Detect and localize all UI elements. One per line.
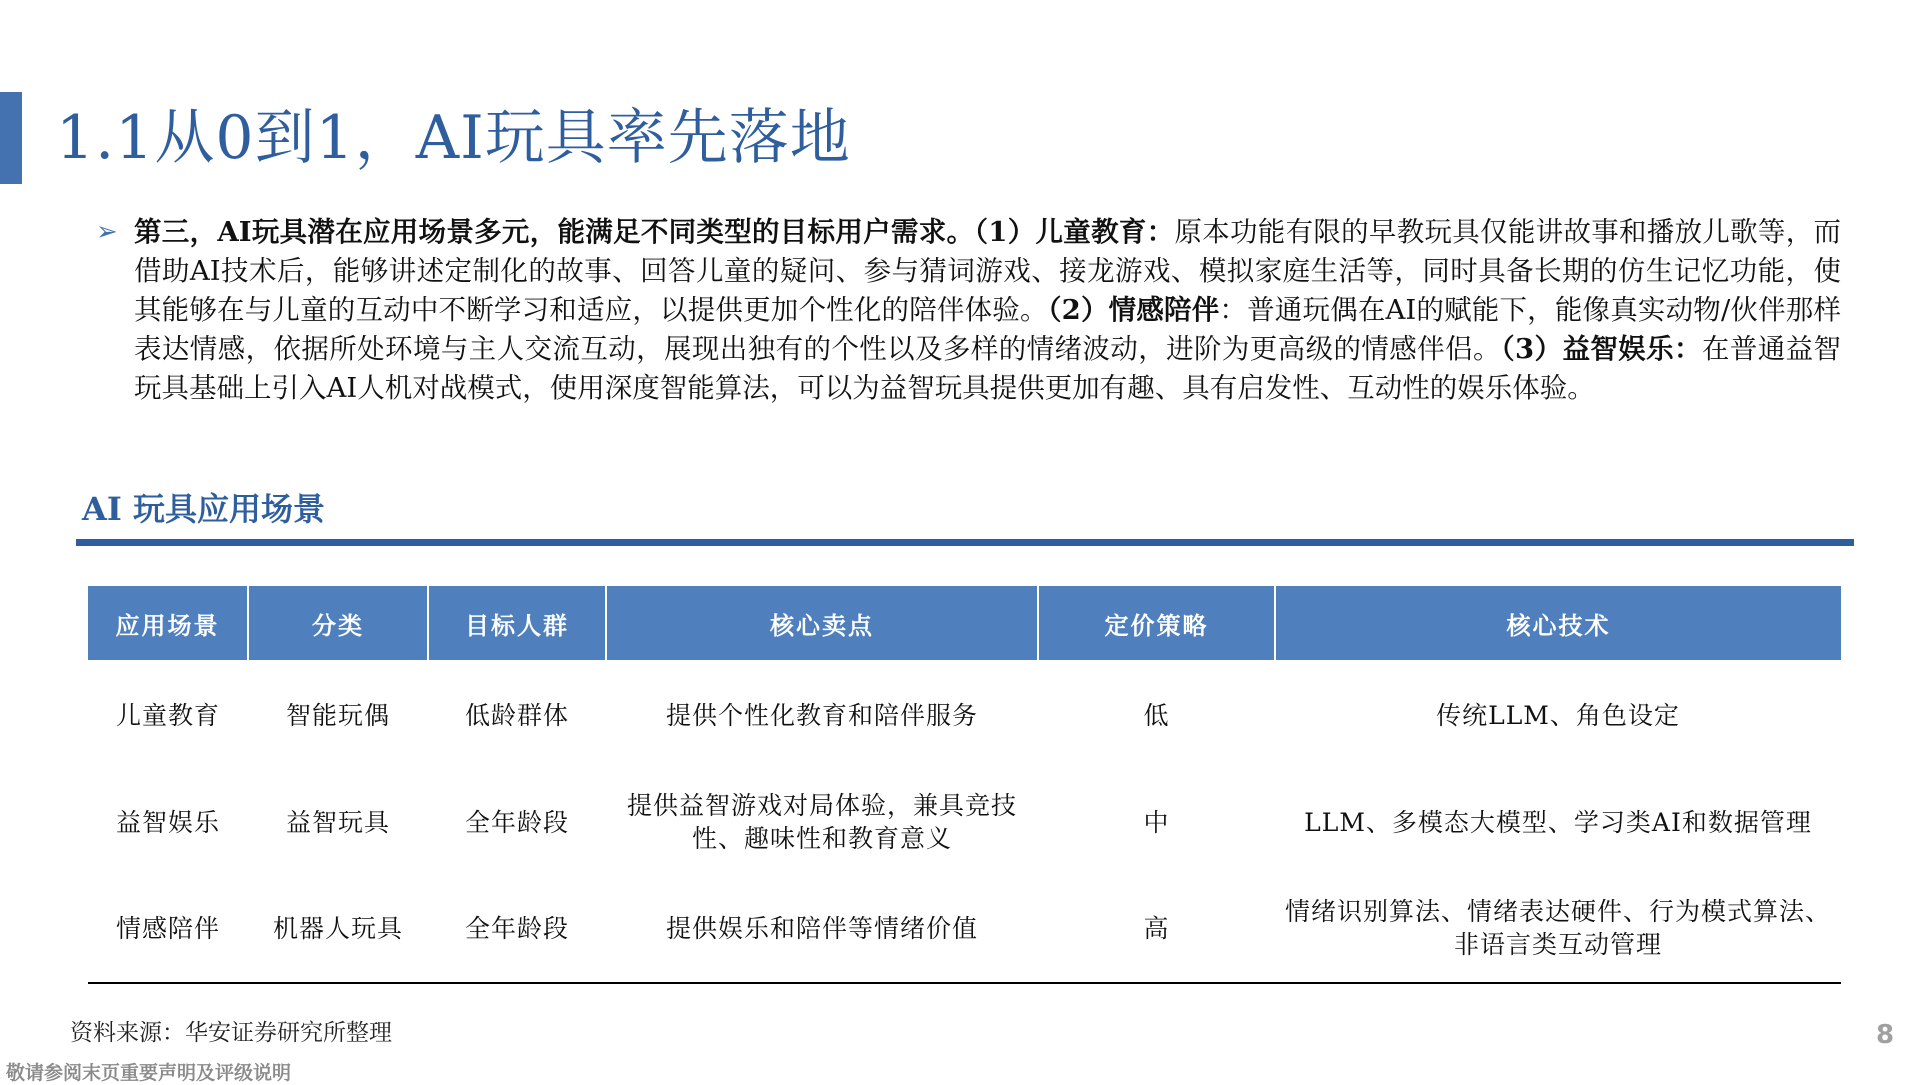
bullet-text (134, 213, 1841, 408)
table-cell: 智能玩偶 (285, 700, 390, 730)
column-header: 核心技术 (1275, 586, 1841, 660)
table-header-row (88, 586, 1841, 660)
arrow-bullet-icon: ➢ (96, 217, 118, 247)
table-cell: 益智娱乐 (115, 807, 220, 837)
table-row (88, 770, 1841, 874)
bullet-paragraph (96, 213, 1841, 408)
column-header: 目标人群 (428, 586, 606, 660)
item1-text: 原本功能有限的早教玩具仅能讲故事和播放儿歌等，而借助AI技术后，能够讲述定制化的故事、回答儿童的疑问、参与猜词游戏、接龙游戏、模拟家庭生活等，同时具备长期的仿生记忆功能，使其能够在与儿童的互动中不断学习和适应，以提供更加个性化的陪伴体验。 (134, 216, 1841, 326)
title-accent-bar (0, 92, 22, 184)
table-cell: 低 (1143, 700, 1170, 730)
table-row (88, 874, 1841, 983)
page-title: 1.1从0到1，AI玩具率先落地 (56, 103, 851, 173)
table-cell: 情感陪伴 (88, 874, 248, 983)
item2-text: ：普通玩偶在AI的赋能下，能像真实动物/伙伴那样表达情感，依据所处环境与主人交流互动，展现出独有的个性以及多样的情绪波动，进阶为更高级的情感伴侣。 (134, 294, 1841, 365)
table-row (88, 660, 1841, 770)
column-header: 分类 (248, 586, 428, 660)
table-cell: 提供益智游戏对局体验，兼具竞技性、趣味性和教育意义 (626, 791, 1017, 853)
item2-label: （2）情感陪伴 (1047, 294, 1220, 326)
table-cell: 提供娱乐和陪伴等情绪价值 (606, 874, 1038, 983)
table-cell: 低龄群体 (464, 700, 569, 730)
bullet-lead: 第三，AI玩具潜在应用场景多元，能满足不同类型的目标用户需求。 (134, 216, 975, 248)
source-note: 资料来源：华安证券研究所整理 (70, 1020, 392, 1046)
table-cell: 提供个性化教育和陪伴服务 (665, 700, 978, 730)
table-cell: 全年龄段 (428, 874, 606, 983)
table-cell: 传统LLM、角色设定 (1436, 700, 1680, 730)
item3-text: 在普通益智玩具基础上引入AI人机对战模式，使用深度智能算法，可以为益智玩具提供更加有趣、具有启发性、互动性的娱乐体验。 (134, 333, 1842, 404)
table-cell: 机器人玩具 (248, 874, 428, 983)
page-number: 8 (1876, 1020, 1895, 1050)
table-cell: 情绪识别算法、情绪表达硬件、行为模式算法、非语言类互动管理 (1275, 874, 1841, 983)
scenarios-table (88, 586, 1841, 984)
disclaimer-link[interactable]: 敬请参阅末页重要声明及评级说明 (6, 1062, 292, 1084)
column-header: 应用场景 (88, 586, 248, 660)
item1-label: （1）儿童教育： (974, 216, 1175, 248)
table-cell: LLM、多模态大模型、学习类AI和数据管理 (1304, 807, 1812, 837)
section-heading: AI 玩具应用场景 (82, 490, 325, 528)
table-cell: 全年龄段 (464, 807, 569, 837)
item3-label: （3）益智娱乐： (1500, 333, 1702, 365)
column-header: 核心卖点 (606, 586, 1038, 660)
section-divider (76, 539, 1854, 546)
table-cell: 高 (1038, 874, 1275, 983)
table-cell: 益智玩具 (285, 807, 390, 837)
column-header: 定价策略 (1038, 586, 1275, 660)
table-cell: 中 (1143, 807, 1170, 837)
table-cell: 儿童教育 (115, 700, 220, 730)
